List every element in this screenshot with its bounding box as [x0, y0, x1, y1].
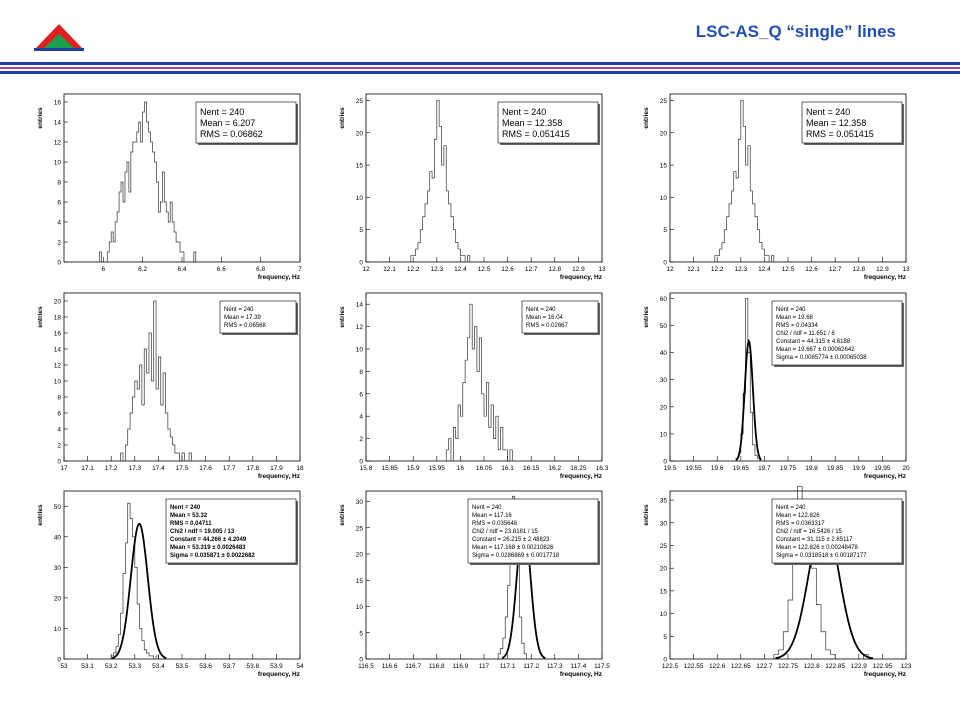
header-rule-magenta — [0, 67, 960, 69]
y-tick-label: 12 — [53, 139, 61, 147]
x-tick-label: 122.8 — [803, 663, 820, 670]
y-tick-label: 15 — [355, 577, 363, 585]
stats-line: Mean = 117.16 — [472, 513, 512, 519]
x-tick-label: 19.85 — [827, 465, 844, 472]
y-tick-label: 8 — [57, 394, 61, 402]
stats-line: Mean = 6.207 — [200, 118, 256, 128]
x-axis-label: frequency, Hz — [257, 274, 300, 281]
y-tick-label: 0 — [663, 458, 667, 466]
x-tick-label: 12.2 — [710, 266, 724, 273]
logo-blue-bar — [34, 48, 84, 51]
stats-line: RMS = 0.02667 — [526, 323, 568, 329]
y-tick-label: 0 — [663, 656, 667, 664]
x-tick-label: 54 — [296, 663, 304, 670]
y-tick-label: 25 — [355, 97, 363, 105]
x-tick-label: 16 — [456, 465, 465, 472]
y-tick-label: 0 — [663, 259, 667, 267]
stats-line: Sigma = 0.035871 ± 0.0022682 — [170, 553, 255, 559]
x-tick-label: 53.6 — [199, 663, 212, 670]
x-tick-label: 19.95 — [874, 465, 891, 472]
y-tick-label: 0 — [359, 458, 363, 466]
y-tick-label: 10 — [659, 194, 667, 202]
x-tick-label: 53.5 — [175, 663, 189, 670]
x-tick-label: 122.55 — [683, 663, 704, 670]
x-tick-label: 116.9 — [452, 663, 469, 670]
x-tick-label: 6.2 — [138, 266, 148, 273]
y-tick-label: 4 — [57, 219, 61, 227]
x-tick-label: 12 — [362, 266, 370, 273]
x-tick-label: 19.7 — [758, 465, 771, 472]
x-tick-label: 17.1 — [81, 465, 94, 472]
x-tick-label: 12.1 — [687, 266, 700, 273]
x-tick-label: 117.2 — [523, 663, 540, 670]
x-tick-label: 17.4 — [152, 465, 165, 472]
y-tick-label: 15 — [659, 162, 667, 170]
histogram-svg — [636, 485, 920, 681]
stats-line: Sigma = 0.0286869 ± 0.0017718 — [472, 553, 560, 559]
stats-line: RMS = 0.0363317 — [776, 521, 825, 527]
x-tick-label: 53.9 — [270, 663, 283, 670]
stats-line: Constant = 44.266 ± 4.2049 — [170, 537, 247, 543]
stats-line: Constant = 26.215 ± 2.48823 — [472, 537, 550, 543]
x-tick-label: 116.7 — [405, 663, 422, 670]
x-axis-label: frequency, Hz — [559, 473, 602, 480]
x-tick-label: 53.1 — [81, 663, 94, 670]
histogram-panel-9 — [636, 485, 920, 686]
y-tick-label: 20 — [659, 130, 667, 138]
y-tick-label: 20 — [355, 551, 363, 559]
x-tick-label: 122.6 — [709, 663, 726, 670]
y-tick-label: 0 — [57, 458, 61, 466]
x-tick-label: 12.8 — [548, 266, 562, 273]
stats-line: Mean = 12.358 — [806, 118, 867, 128]
x-axis-label: frequency, Hz — [559, 274, 602, 281]
stats-line: Chi2 / ndf = 11.651 / 8 — [776, 331, 835, 337]
histogram-svg — [636, 88, 920, 284]
x-tick-label: 16.2 — [548, 465, 562, 472]
stats-line: Nent = 240 — [200, 107, 245, 117]
stats-line: Sigma = 0.0085774 ± 0.00065038 — [776, 355, 867, 361]
x-tick-label: 15.95 — [428, 465, 445, 472]
stats-line: Mean = 53.32 — [170, 513, 208, 519]
x-axis-label: frequency, Hz — [863, 274, 906, 281]
y-tick-label: 10 — [659, 431, 667, 439]
x-axis-label: frequency, Hz — [257, 671, 300, 678]
x-tick-label: 16.1 — [501, 465, 514, 472]
x-tick-label: 53.4 — [152, 663, 165, 670]
y-tick-label: 35 — [659, 497, 667, 505]
y-tick-label: 14 — [355, 301, 363, 309]
stats-line: RMS = 0.051415 — [806, 129, 874, 139]
histogram-panel-7 — [30, 485, 314, 686]
stats-line: Constant = 31.115 ± 2.85117 — [776, 537, 853, 543]
stats-line: Mean = 19.68 — [776, 315, 813, 321]
x-tick-label: 16.3 — [595, 465, 609, 472]
x-tick-label: 6.4 — [177, 266, 187, 273]
stats-line: Chi2 / ndf = 23.8181 / 15 — [472, 529, 538, 535]
x-tick-label: 12.5 — [477, 266, 491, 273]
y-tick-label: 25 — [659, 542, 667, 550]
x-tick-label: 15.8 — [359, 465, 373, 472]
x-tick-label: 12.3 — [734, 266, 748, 273]
y-tick-label: 0 — [359, 656, 363, 664]
histogram-panel-4 — [30, 287, 314, 488]
y-tick-label: 25 — [659, 97, 667, 105]
y-tick-label: 14 — [53, 119, 61, 127]
y-tick-label: 20 — [659, 565, 667, 573]
y-tick-label: 20 — [53, 595, 61, 603]
stats-line: Mean = 19.667 ± 0.00062642 — [776, 347, 855, 353]
x-tick-label: 16.05 — [475, 465, 493, 472]
x-tick-label: 19.6 — [710, 465, 724, 472]
y-tick-label: 30 — [659, 520, 667, 528]
y-tick-label: 25 — [355, 525, 363, 533]
x-tick-label: 18 — [296, 465, 304, 472]
histogram-svg — [332, 88, 616, 284]
y-tick-label: 0 — [359, 259, 363, 267]
y-tick-label: 15 — [659, 588, 667, 596]
x-tick-label: 17.2 — [104, 465, 118, 472]
y-tick-label: 30 — [53, 564, 61, 572]
y-tick-label: 5 — [359, 227, 363, 235]
x-tick-label: 15.85 — [381, 465, 398, 472]
stats-line: Nent = 240 — [472, 505, 502, 511]
logo — [34, 22, 84, 57]
stats-line: Chi2 / ndf = 16.5426 / 15 — [776, 529, 842, 535]
histogram-panel-3 — [636, 88, 920, 289]
y-axis-label: entries — [339, 504, 346, 526]
y-tick-label: 8 — [57, 179, 61, 187]
x-tick-label: 122.85 — [825, 663, 846, 670]
histogram-svg — [332, 287, 616, 483]
header-rule-bottom — [0, 71, 960, 74]
stats-line: Mean = 122.826 ± 0.00248478 — [776, 545, 858, 551]
stats-line: RMS = 0.04334 — [776, 323, 818, 329]
histogram-panel-5 — [332, 287, 616, 488]
y-tick-label: 10 — [53, 625, 61, 633]
x-tick-label: 12.4 — [758, 266, 771, 273]
x-tick-label: 17.5 — [175, 465, 189, 472]
histogram-panel-8 — [332, 485, 616, 686]
histogram-svg — [332, 485, 616, 681]
histogram-svg — [30, 287, 314, 483]
y-tick-label: 20 — [659, 404, 667, 412]
y-tick-label: 40 — [53, 534, 61, 542]
x-tick-label: 12.2 — [406, 266, 420, 273]
histogram-panel-1 — [30, 88, 314, 289]
y-tick-label: 8 — [359, 368, 363, 376]
stats-line: Mean = 16.04 — [526, 315, 563, 321]
x-axis-label: frequency, Hz — [863, 473, 906, 480]
x-tick-label: 53.3 — [128, 663, 142, 670]
x-tick-label: 12.6 — [805, 266, 818, 273]
y-tick-label: 6 — [57, 199, 61, 207]
x-tick-label: 122.65 — [730, 663, 751, 670]
stats-line: RMS = 0.035646 — [472, 521, 518, 527]
x-tick-label: 12.7 — [524, 266, 538, 273]
x-tick-label: 122.7 — [756, 663, 773, 670]
y-tick-label: 50 — [53, 503, 61, 511]
stats-line: Mean = 117.168 ± 0.00210826 — [472, 545, 554, 551]
x-tick-label: 12.9 — [572, 266, 585, 273]
x-tick-label: 17.8 — [246, 465, 260, 472]
x-axis-label: frequency, Hz — [257, 473, 300, 480]
stats-line: RMS = 0.04711 — [170, 521, 212, 527]
x-tick-label: 12.3 — [430, 266, 444, 273]
y-axis-label: entries — [339, 107, 346, 129]
y-tick-label: 10 — [53, 159, 61, 167]
header-rule-top — [0, 62, 960, 65]
x-tick-label: 19.55 — [685, 465, 702, 472]
y-tick-label: 16 — [53, 99, 61, 107]
y-tick-label: 20 — [53, 298, 61, 306]
x-tick-label: 19.75 — [779, 465, 797, 472]
x-tick-label: 12.8 — [852, 266, 866, 273]
y-tick-label: 5 — [359, 630, 363, 638]
y-axis-label: entries — [643, 504, 650, 526]
y-axis-label: entries — [37, 107, 44, 129]
y-tick-label: 18 — [53, 314, 61, 322]
stats-line: Nent = 240 — [776, 307, 806, 313]
x-tick-label: 17.7 — [222, 465, 236, 472]
x-tick-label: 116.6 — [381, 663, 398, 670]
y-tick-label: 6 — [359, 391, 363, 399]
stats-line: Mean = 122.826 — [776, 513, 820, 519]
x-tick-label: 122.5 — [661, 663, 679, 670]
x-tick-label: 17.6 — [199, 465, 212, 472]
y-tick-label: 50 — [659, 323, 667, 331]
x-tick-label: 117.1 — [499, 663, 516, 670]
stats-line: Constant = 44.315 ± 4.6188 — [776, 339, 851, 345]
stats-line: Nent = 240 — [526, 307, 556, 313]
x-tick-label: 12 — [666, 266, 674, 273]
y-tick-label: 15 — [355, 162, 363, 170]
x-tick-label: 117.5 — [594, 663, 610, 670]
x-tick-label: 6.8 — [256, 266, 266, 273]
stats-line: Nent = 240 — [224, 307, 254, 313]
stats-line: Mean = 12.358 — [502, 118, 563, 128]
x-tick-label: 16.15 — [523, 465, 540, 472]
x-tick-label: 117.4 — [570, 663, 587, 670]
stats-line: Mean = 17.39 — [224, 315, 261, 321]
histogram-panel-2 — [332, 88, 616, 289]
y-tick-label: 0 — [57, 259, 61, 267]
stats-line: Nent = 240 — [776, 505, 806, 511]
x-tick-label: 116.5 — [358, 663, 374, 670]
x-tick-label: 53.8 — [246, 663, 260, 670]
x-tick-label: 122.95 — [872, 663, 893, 670]
x-tick-label: 117.3 — [546, 663, 563, 670]
slide-title: LSC-AS_Q “single” lines — [695, 22, 896, 41]
x-tick-label: 19.65 — [732, 465, 749, 472]
x-tick-label: 116.8 — [428, 663, 445, 670]
x-tick-label: 19.8 — [805, 465, 818, 472]
x-tick-label: 12.9 — [876, 266, 889, 273]
stats-line: Mean = 53.319 ± 0.0026483 — [170, 545, 246, 551]
y-tick-label: 60 — [659, 295, 667, 303]
x-tick-label: 7 — [298, 266, 302, 273]
y-tick-label: 10 — [355, 346, 363, 354]
x-tick-label: 19.9 — [852, 465, 866, 472]
y-tick-label: 40 — [659, 350, 667, 358]
y-tick-label: 5 — [663, 227, 667, 235]
y-tick-label: 12 — [53, 362, 61, 370]
x-tick-label: 12.4 — [454, 266, 467, 273]
y-tick-label: 4 — [359, 413, 363, 421]
histogram-panel-6 — [636, 287, 920, 488]
y-axis-label: entries — [37, 306, 44, 328]
x-tick-label: 53.2 — [104, 663, 118, 670]
stats-line: Sigma = 0.0318518 ± 0.00187177 — [776, 553, 867, 559]
y-tick-label: 2 — [359, 436, 363, 444]
x-tick-label: 6.6 — [216, 266, 226, 273]
y-tick-label: 16 — [53, 330, 61, 338]
y-tick-label: 14 — [53, 346, 61, 354]
x-tick-label: 17 — [60, 465, 68, 472]
histogram-svg — [636, 287, 920, 483]
x-tick-label: 16.25 — [570, 465, 587, 472]
x-tick-label: 17.9 — [270, 465, 283, 472]
x-tick-label: 15.9 — [406, 465, 420, 472]
y-tick-label: 10 — [53, 378, 61, 386]
stats-line: Nent = 240 — [502, 107, 547, 117]
y-tick-label: 0 — [57, 656, 61, 664]
y-tick-label: 30 — [659, 377, 667, 385]
x-axis-label: frequency, Hz — [863, 671, 906, 678]
y-axis-label: entries — [37, 504, 44, 526]
stats-line: Nent = 240 — [170, 505, 201, 511]
x-tick-label: 122.9 — [850, 663, 867, 670]
y-tick-label: 20 — [355, 130, 363, 138]
x-tick-label: 13 — [598, 266, 606, 273]
stats-line: RMS = 0.06568 — [224, 323, 266, 329]
x-tick-label: 12.1 — [383, 266, 396, 273]
x-tick-label: 12.6 — [501, 266, 514, 273]
y-tick-label: 10 — [659, 611, 667, 619]
y-tick-label: 12 — [355, 324, 363, 332]
y-axis-label: entries — [643, 107, 650, 129]
stats-line: RMS = 0.051415 — [502, 129, 570, 139]
histogram-svg — [30, 88, 314, 284]
y-tick-label: 2 — [57, 442, 61, 450]
y-axis-label: entries — [643, 306, 650, 328]
x-tick-label: 53 — [60, 663, 68, 670]
y-tick-label: 5 — [663, 633, 667, 641]
x-tick-label: 6 — [101, 266, 106, 273]
x-tick-label: 12.7 — [828, 266, 842, 273]
y-tick-label: 2 — [57, 239, 61, 247]
y-tick-label: 30 — [355, 499, 363, 506]
y-tick-label: 4 — [57, 426, 61, 434]
x-tick-label: 123 — [900, 663, 912, 670]
x-tick-label: 12.5 — [781, 266, 795, 273]
y-tick-label: 6 — [57, 410, 61, 418]
x-tick-label: 53.7 — [222, 663, 236, 670]
stats-line: Nent = 240 — [806, 107, 851, 117]
stats-line: Chi2 / ndf = 19.005 / 13 — [170, 529, 235, 535]
x-tick-label: 20 — [902, 465, 910, 472]
x-tick-label: 117 — [478, 663, 490, 670]
stats-line: RMS = 0.06862 — [200, 129, 263, 139]
x-tick-label: 122.75 — [778, 663, 798, 670]
x-tick-label: 13 — [902, 266, 910, 273]
y-tick-label: 10 — [355, 604, 363, 611]
x-tick-label: 17.3 — [128, 465, 142, 472]
y-tick-label: 10 — [355, 194, 363, 202]
y-axis-label: entries — [339, 306, 346, 328]
histogram-svg — [30, 485, 314, 681]
x-axis-label: frequency, Hz — [559, 671, 602, 678]
x-tick-label: 19.5 — [663, 465, 677, 472]
